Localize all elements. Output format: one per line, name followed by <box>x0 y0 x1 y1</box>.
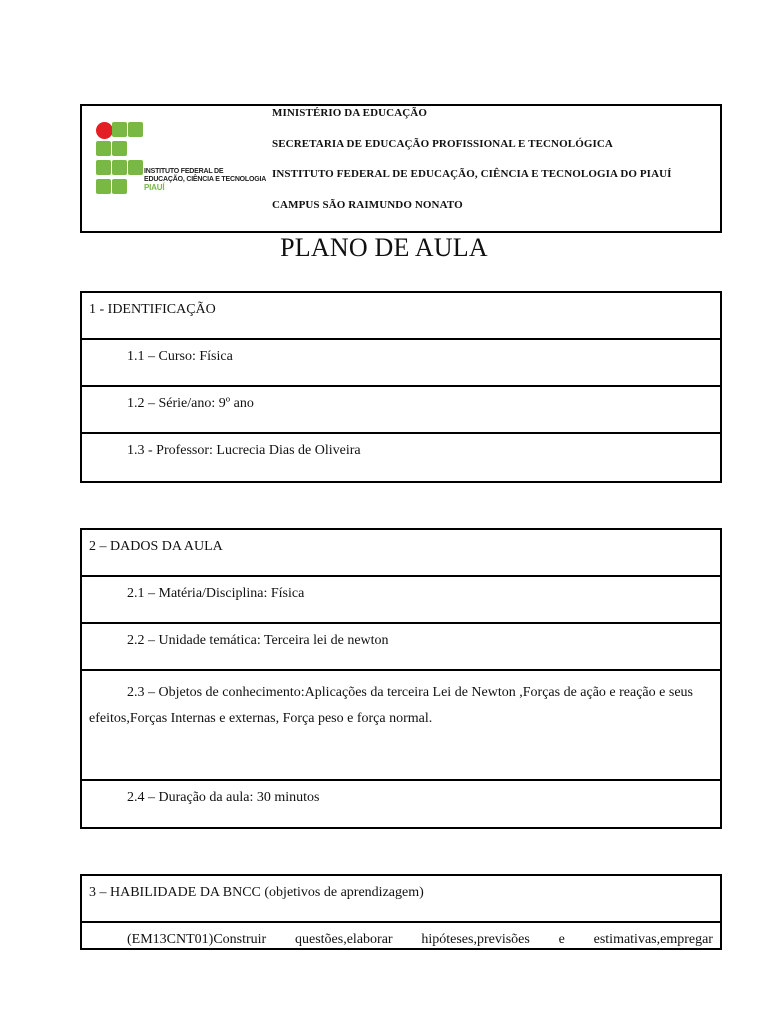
table-row <box>82 923 720 948</box>
header-institute: INSTITUTO FEDERAL DE EDUCAÇÃO, CIÊNCIA E TECNOLOGIA DO PIAUÍ <box>272 168 672 180</box>
ifpi-logo <box>96 122 266 197</box>
table-row <box>82 293 720 340</box>
logo-square <box>128 160 143 175</box>
logo-square <box>112 160 127 175</box>
skill-word: questões,elaborar <box>295 932 393 947</box>
subject-field: 2.1 – Matéria/Disciplina: Física <box>127 586 305 601</box>
table-row <box>82 340 720 387</box>
table-row <box>82 624 720 671</box>
logo-square <box>96 179 111 194</box>
table-row <box>82 671 720 781</box>
skill-word: (EM13CNT01)Construir <box>127 932 267 947</box>
section-heading: 1 - IDENTIFICAÇÃO <box>89 302 216 317</box>
table-row <box>82 387 720 434</box>
logo-text-line1: INSTITUTO FEDERAL DE <box>144 168 224 175</box>
table-row <box>82 434 720 481</box>
thematic-unit-field: 2.2 – Unidade temática: Terceira lei de newton <box>127 633 389 648</box>
course-field: 1.1 – Curso: Física <box>127 349 233 364</box>
header-secretariat: SECRETARIA DE EDUCAÇÃO PROFISSIONAL E TECNOLÓGICA <box>272 138 613 150</box>
logo-square <box>112 179 127 194</box>
logo-square <box>112 141 127 156</box>
knowledge-objects-field: 2.3 – Objetos de conhecimento:Aplicações da terceira Lei de Newton ,Forças de ação e reação e seus efeitos,Forças Internas e externas, Força peso e força normal. <box>89 685 693 726</box>
section-heading: 2 – DADOS DA AULA <box>89 539 223 554</box>
duration-field: 2.4 – Duração da aula: 30 minutos <box>127 790 320 805</box>
identification-table <box>80 291 722 483</box>
logo-state: PIAUÍ <box>144 183 165 192</box>
page-title: PLANO DE AULA <box>280 233 488 262</box>
table-row <box>82 781 720 827</box>
skill-word: e <box>558 932 565 947</box>
header-ministry: MINISTÉRIO DA EDUCAÇÃO <box>272 107 427 119</box>
skill-word: estimativas,empregar <box>593 932 713 947</box>
logo-square <box>112 122 127 137</box>
logo-text-line2: EDUCAÇÃO, CIÊNCIA E TECNOLOGIA <box>144 176 267 183</box>
logo-square <box>96 141 111 156</box>
logo-square <box>96 160 111 175</box>
grade-field: 1.2 – Série/ano: 9º ano <box>127 396 254 411</box>
skill-word: hipóteses,previsões <box>421 932 530 947</box>
header-campus: CAMPUS SÃO RAIMUNDO NONATO <box>272 199 463 211</box>
bncc-skill-text <box>127 932 713 948</box>
logo-text <box>144 168 274 192</box>
table-row <box>82 876 720 923</box>
institution-header <box>80 104 722 233</box>
logo-red-dot <box>96 122 113 139</box>
section-heading: 3 – HABILIDADE DA BNCC (objetivos de aprendizagem) <box>89 885 424 900</box>
lesson-data-table <box>80 528 722 829</box>
bncc-skills-table <box>80 874 722 950</box>
table-row <box>82 577 720 624</box>
table-row <box>82 530 720 577</box>
teacher-field: 1.3 - Professor: Lucrecia Dias de Oliveira <box>127 443 361 458</box>
logo-square <box>128 122 143 137</box>
